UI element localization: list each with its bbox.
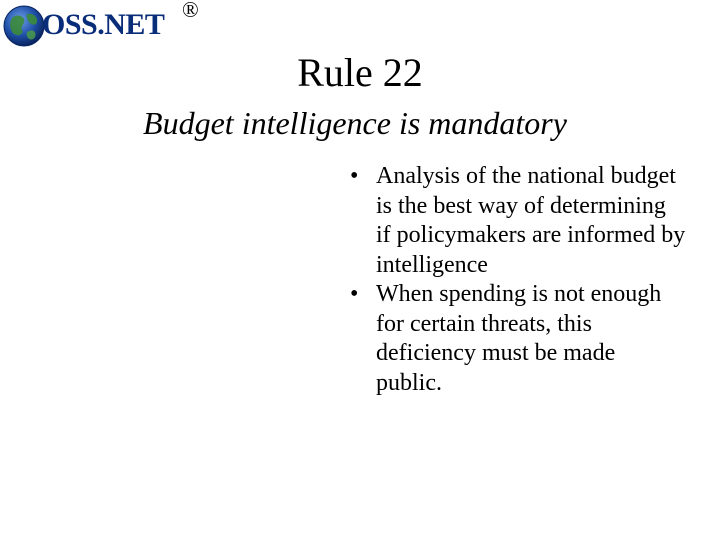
slide-subtitle-text: Budget intelligence is mandatory	[143, 105, 567, 141]
slide-subtitle	[0, 103, 720, 143]
logo-wordmark: OSS.NET	[42, 8, 165, 41]
bullet-list	[346, 162, 686, 398]
globe-icon	[2, 4, 46, 48]
registered-trademark-mark: ®	[182, 0, 199, 22]
bullet-marker: •	[350, 281, 359, 307]
bullet-marker: •	[350, 163, 359, 189]
bullet-text: Analysis of the national budget is the best way of determining if policymakers are informed by intelligence	[376, 163, 686, 278]
oss-net-logo	[2, 2, 202, 50]
slide-title: Rule 22	[297, 50, 423, 95]
bullet-text: When spending is not enough for certain threats, this deficiency must be made public.	[376, 281, 662, 396]
bullet-item	[346, 162, 686, 280]
bullet-item	[346, 280, 686, 398]
